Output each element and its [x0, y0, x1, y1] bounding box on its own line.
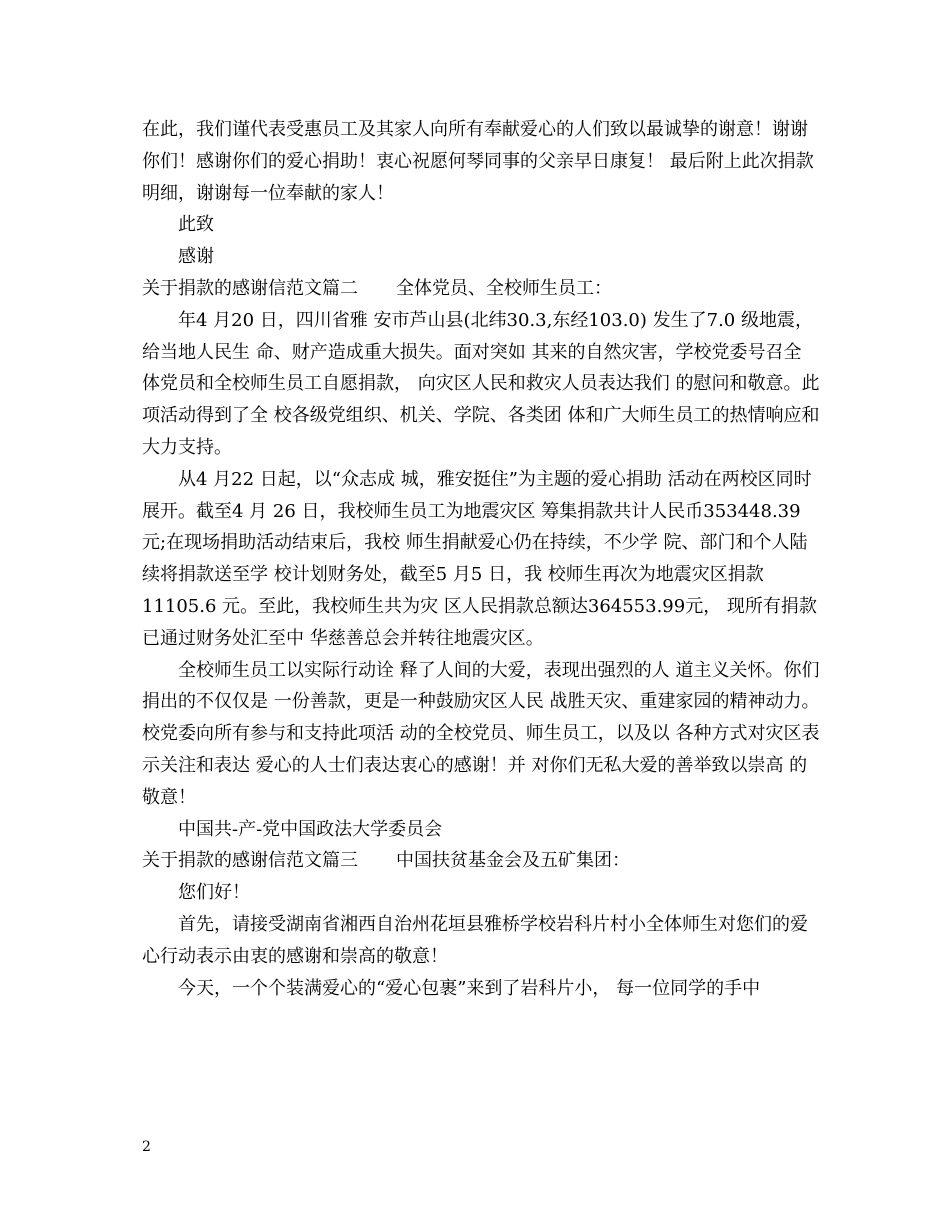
paragraph-gratitude: 全校师生员工以实际行动诠 释了人间的大爱，表现出强烈的人 道主义关怀。你们捐出的不仅仅是 一份善款，更是一种鼓励灾区人民 战胜天灾、重建家园的精神动力。 校党委向所有参与和支持此项活 动的全校党员、师生员工，以及以 各种方式对灾区表示关注和表达 爱心的人士们表达衷心的感谢！并 对你们无私大爱的善举致以崇高 的敬意！ [142, 659, 820, 808]
paragraph-thanks-closing: 在此，我们谨代表受惠员工及其家人向所有奉献爱心的人们致以最诚挚的谢意！谢谢你们！感谢你们的爱心捐助！衷心祝愿何琴同事的父亲早日康复！ 最后附上此次捐款明细，谢谢每一位奉献的家人！ [142, 119, 814, 204]
signature-committee: 中国共-产-党中国政法大学委员会 [178, 818, 443, 840]
paragraph-first-thanks: 首先，请接受湖南省湘西自治州花垣县雅桥学校岩科片村小全体师生对您们的爱心行动表示由衷的感谢和崇高的敬意！ [142, 913, 808, 967]
salutation-ganxie: 感谢 [178, 246, 214, 268]
greeting: 您们好！ [178, 882, 250, 904]
section-title-2: 关于捐款的感谢信范文篇二 [142, 277, 358, 299]
section-heading-2 [142, 273, 822, 305]
section-heading-3 [142, 845, 822, 877]
document-body [142, 114, 822, 1004]
paragraph-earthquake: 年4 月20 日，四川省雅 安市芦山县(北纬30.3,东经103.0) 发生了7.0 级地震，给当地人民生 命、财产造成重大损失。面对突如 其来的自然灾害，学校党委号召全 体党员和全校师生员工自愿捐款， 向灾区人民和救灾人员表达我们 的慰问和敬意。此项活动得到了全 校各级党组织、机关、学院、各类团 体和广大师生员工的热情响应和 大力支持。 [142, 309, 820, 458]
section-title-3: 关于捐款的感谢信范文篇三 [142, 850, 358, 872]
section-addressee-3: 中国扶贫基金会及五矿集团： [396, 850, 630, 872]
salutation-cizhi: 此致 [178, 214, 214, 236]
section-addressee-2: 全体党员、全校师生员工： [396, 277, 612, 299]
paragraph-donation-total: 从4 月22 日起，以“众志成 城，雅安挺住”为主题的爱心捐助 活动在两校区同时展开。截至4 月 26 日，我校师生员工为地震灾区 筹集捐款共计人民币353448.39 元;在现场捐助活动结束后，我校 师生捐献爱心仍在持续，不少学 院、部门和个人陆续将捐款送至学 校计划财务处，截至5 月5 日，我 校师生再次为地震灾区捐款 11105.6 元。至此，我校师生共为灾 区人民捐款总额达364553.99元， 现所有捐款已通过财务处汇至中 华慈善总会并转往地震灾区。 [142, 468, 817, 649]
page-number: 2 [142, 1139, 151, 1155]
paragraph-love-package: 今天，一个个装满爱心的“爱心包裹”来到了岩科片小， 每一位同学的手中 [178, 977, 761, 999]
